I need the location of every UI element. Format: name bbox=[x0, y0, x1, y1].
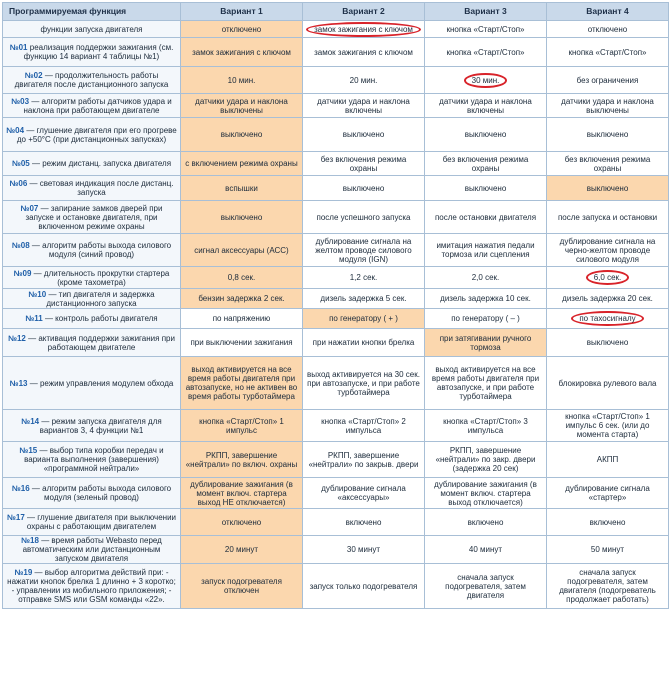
variant-2-cell bbox=[303, 21, 425, 38]
function-number: №07 bbox=[20, 203, 39, 213]
function-number: №08 bbox=[11, 241, 30, 250]
variant-value: блокировка рулевого вала bbox=[558, 378, 657, 388]
table-row bbox=[3, 38, 669, 67]
variant-value: кнопка «Старт/Стоп» bbox=[446, 24, 525, 34]
variant-2-cell bbox=[303, 118, 425, 152]
function-number: №15 bbox=[19, 446, 38, 455]
variant-1-cell bbox=[181, 289, 303, 309]
table-row bbox=[3, 267, 669, 289]
variant-1-cell bbox=[181, 152, 303, 176]
variant-value: дизель задержка 20 сек. bbox=[562, 294, 653, 303]
variant-value: выход активируется на 30 сек. при автозапуске, и при работе турботаймера bbox=[307, 369, 420, 397]
variant-1-cell bbox=[181, 21, 303, 38]
variant-4-cell bbox=[547, 309, 669, 329]
variant-value: 2,0 сек. bbox=[471, 273, 500, 282]
variant-value: кнопка «Старт/Стоп» bbox=[568, 47, 647, 57]
variant-value: 30 мин. bbox=[464, 73, 508, 88]
variant-2-cell bbox=[303, 564, 425, 609]
variant-value: дизель задержка 10 сек. bbox=[440, 294, 531, 303]
variant-3-cell bbox=[425, 21, 547, 38]
function-cell bbox=[3, 21, 181, 38]
table-row bbox=[3, 94, 669, 118]
function-cell bbox=[3, 478, 181, 509]
variant-3-cell bbox=[425, 38, 547, 67]
function-cell bbox=[3, 564, 181, 609]
function-number: №18 bbox=[21, 536, 39, 545]
variant-value: датчики удара и наклона включены bbox=[439, 96, 532, 115]
function-description: — глушение двигателя при его прогреве до +50°С (при дистанционных запусках) bbox=[16, 125, 177, 144]
variant-4-cell bbox=[547, 564, 669, 609]
variant-4-cell bbox=[547, 509, 669, 536]
variant-1-cell bbox=[181, 357, 303, 410]
variant-value: 0,8 сек. bbox=[227, 273, 256, 282]
variant-4-cell bbox=[547, 289, 669, 309]
variant-value: кнопка «Старт/Стоп» 3 импульса bbox=[443, 416, 528, 435]
variant-3-cell bbox=[425, 410, 547, 442]
variant-1-cell bbox=[181, 67, 303, 94]
function-description: — время работы Webasto перед автоматическим или дистанционным запуском двигателя bbox=[22, 536, 162, 563]
variant-value: выключено bbox=[586, 183, 629, 193]
variant-value: выключено bbox=[586, 338, 629, 347]
table-row bbox=[3, 234, 669, 267]
variant-value: дизель задержка 5 сек. bbox=[320, 294, 407, 303]
variant-value: включено bbox=[589, 517, 626, 527]
variant-value: дублирование зажигания (в момент включ. стартера выход НЕ отключается) bbox=[190, 479, 293, 507]
variant-3-cell bbox=[425, 201, 547, 234]
function-cell bbox=[3, 357, 181, 410]
variant-4-cell bbox=[547, 176, 669, 201]
programming-table bbox=[2, 2, 669, 609]
function-cell bbox=[3, 201, 181, 234]
variant-2-cell bbox=[303, 38, 425, 67]
variant-2-cell bbox=[303, 536, 425, 564]
variant-value: по генератору ( – ) bbox=[451, 314, 520, 323]
variant-value: РКПП, завершение «нейтрали» по закр. двери (задержка 20 сек) bbox=[435, 446, 536, 473]
variant-2-cell bbox=[303, 442, 425, 478]
function-description: — контроль работы двигателя bbox=[44, 314, 158, 323]
table-row bbox=[3, 410, 669, 442]
variant-1-cell bbox=[181, 94, 303, 118]
function-description: — алгоритм работы выхода силового модуля (синий провод) bbox=[31, 241, 172, 259]
variant-value: по генератору ( + ) bbox=[329, 314, 398, 323]
variant-1-cell bbox=[181, 509, 303, 536]
variant-4-cell bbox=[547, 357, 669, 410]
variant-value: кнопка «Старт/Стоп» 1 импульс bbox=[199, 416, 284, 435]
variant-4-cell bbox=[547, 201, 669, 234]
table-row bbox=[3, 118, 669, 152]
variant-value: датчики удара и наклона включены bbox=[317, 96, 410, 115]
table-row bbox=[3, 289, 669, 309]
function-description: — алгоритм работы датчиков удара и наклона при работающем двигателе bbox=[23, 96, 172, 115]
variant-value: дублирование сигнала на желтом проводе силового модуля (IGN) bbox=[315, 236, 412, 264]
variant-value: с включением режима охраны bbox=[185, 159, 298, 168]
table-row bbox=[3, 309, 669, 329]
variant-3-cell bbox=[425, 234, 547, 267]
variant-value: включено bbox=[345, 517, 382, 527]
variant-2-cell bbox=[303, 201, 425, 234]
table-row bbox=[3, 442, 669, 478]
variant-value: выключено bbox=[586, 130, 629, 139]
variant-3-cell bbox=[425, 67, 547, 94]
variant-1-cell bbox=[181, 267, 303, 289]
variant-4-cell bbox=[547, 94, 669, 118]
variant-1-cell bbox=[181, 329, 303, 357]
variant-4-cell bbox=[547, 329, 669, 357]
function-number: №01 bbox=[9, 43, 28, 52]
variant-2-cell bbox=[303, 410, 425, 442]
table-row bbox=[3, 357, 669, 410]
variant-value: кнопка «Старт/Стоп» 1 импульс 6 сек. (или до момента старта) bbox=[565, 412, 650, 439]
variant-3-cell bbox=[425, 442, 547, 478]
variant-value: отключено bbox=[221, 24, 262, 34]
function-number: №03 bbox=[11, 96, 30, 106]
variant-4-cell bbox=[547, 478, 669, 509]
function-description: — режим управления модулем обхода bbox=[29, 378, 174, 388]
variant-1-cell bbox=[181, 410, 303, 442]
function-cell bbox=[3, 152, 181, 176]
variant-2-cell bbox=[303, 329, 425, 357]
header-variant-4: Вариант 4 bbox=[547, 3, 669, 21]
variant-3-cell bbox=[425, 564, 547, 609]
function-number: №12 bbox=[8, 333, 26, 343]
function-number: №14 bbox=[21, 416, 40, 426]
variant-value: без включения режима охраны bbox=[564, 154, 651, 173]
variant-value: дублирование зажигания (в момент включ. стартера выход отключается) bbox=[434, 479, 537, 507]
function-description: — активация поддержки зажигания при работающем двигателе bbox=[28, 333, 175, 352]
table-row bbox=[3, 536, 669, 564]
variant-value: выключено bbox=[464, 130, 507, 139]
variant-value: выход активируется на все время работы двигателя при автозапуске, и при работе турботаймера bbox=[431, 365, 540, 401]
header-row bbox=[3, 3, 669, 21]
variant-value: замок зажигания с ключом bbox=[192, 47, 291, 57]
variant-2-cell bbox=[303, 267, 425, 289]
variant-3-cell bbox=[425, 478, 547, 509]
function-cell bbox=[3, 118, 181, 152]
variant-4-cell bbox=[547, 267, 669, 289]
function-description: — длительность прокрутки стартера (кроме тахометра) bbox=[33, 268, 170, 287]
variant-value: по напряжению bbox=[212, 314, 271, 323]
variant-1-cell bbox=[181, 176, 303, 201]
variant-value: выключено bbox=[220, 212, 263, 222]
variant-3-cell bbox=[425, 509, 547, 536]
variant-value: выход активируется на все время работы двигателя при автозапуске, но не активен во время работы турботаймера bbox=[185, 365, 298, 401]
variant-value: кнопка «Старт/Стоп» 2 импульса bbox=[321, 416, 406, 435]
variant-1-cell bbox=[181, 309, 303, 329]
header-variant-2: Вариант 2 bbox=[303, 3, 425, 21]
function-cell bbox=[3, 176, 181, 201]
variant-value: выключено bbox=[342, 130, 385, 139]
function-description: — запирание замков дверей при запуске и остановке двигателя, при включенном режиме охраны bbox=[25, 203, 163, 231]
function-description: — световая индикация после дистанц. запуска bbox=[29, 179, 174, 197]
variant-value: при нажатии кнопки брелка bbox=[312, 338, 415, 347]
header-variant-3: Вариант 3 bbox=[425, 3, 547, 21]
function-description: реализация поддержки зажигания (см. функцию 14 вариант 4 таблицы №1) bbox=[23, 43, 174, 61]
function-number: №05 bbox=[11, 159, 30, 168]
table-row bbox=[3, 478, 669, 509]
variant-value: датчики удара и наклона выключены bbox=[195, 96, 288, 115]
variant-4-cell bbox=[547, 234, 669, 267]
header-variant-1: Вариант 1 bbox=[181, 3, 303, 21]
variant-value: после успешного запуска bbox=[316, 212, 411, 222]
table-row bbox=[3, 564, 669, 609]
table-row bbox=[3, 67, 669, 94]
function-number: №02 bbox=[24, 71, 43, 80]
variant-1-cell bbox=[181, 234, 303, 267]
variant-2-cell bbox=[303, 67, 425, 94]
function-cell bbox=[3, 289, 181, 309]
variant-value: кнопка «Старт/Стоп» bbox=[446, 47, 525, 57]
function-number: №04 bbox=[6, 125, 25, 135]
variant-value: вспышки bbox=[225, 183, 258, 193]
variant-1-cell bbox=[181, 201, 303, 234]
variant-2-cell bbox=[303, 234, 425, 267]
variant-value: выключено bbox=[342, 183, 385, 193]
variant-value: дублирование сигнала «аксессуары» bbox=[321, 484, 406, 502]
variant-1-cell bbox=[181, 38, 303, 67]
function-description: — тип двигателя и задержка дистанционного запуска bbox=[46, 289, 155, 308]
function-cell bbox=[3, 309, 181, 329]
variant-2-cell bbox=[303, 357, 425, 410]
function-cell bbox=[3, 509, 181, 536]
variant-2-cell bbox=[303, 289, 425, 309]
variant-value: 6,0 сек. bbox=[586, 270, 630, 285]
variant-4-cell bbox=[547, 38, 669, 67]
variant-value: выключено bbox=[220, 130, 263, 139]
variant-value: без включения режима охраны bbox=[442, 154, 529, 173]
function-cell bbox=[3, 234, 181, 267]
function-number: №10 bbox=[28, 289, 47, 299]
function-description: — выбор типа коробки передач и варианта выполнения (завершения) «программной нейтрали» bbox=[24, 446, 164, 473]
variant-value: сигнал аксессуары (АСС) bbox=[194, 245, 289, 255]
variant-value: имитация нажатия педали тормоза или сцепления bbox=[436, 241, 535, 259]
function-number: №06 bbox=[9, 179, 28, 188]
variant-2-cell bbox=[303, 309, 425, 329]
function-number: №11 bbox=[25, 314, 43, 323]
variant-value: без ограничения bbox=[576, 75, 639, 85]
function-description: — режим запуска двигателя для вариантов 3, 4 функции №1 bbox=[39, 416, 162, 435]
variant-value: выключено bbox=[464, 183, 507, 193]
table-row bbox=[3, 201, 669, 234]
function-cell bbox=[3, 536, 181, 564]
function-description: — продолжительность работы двигателя после дистанционного запуска bbox=[14, 71, 169, 89]
variant-value: отключено bbox=[587, 24, 628, 34]
variant-4-cell bbox=[547, 67, 669, 94]
function-description: — алгоритм работы выхода силового модуля (зеленый провод) bbox=[31, 484, 172, 502]
variant-2-cell bbox=[303, 176, 425, 201]
variant-4-cell bbox=[547, 152, 669, 176]
table-row bbox=[3, 152, 669, 176]
variant-value: запуск подогревателя отключен bbox=[201, 577, 282, 595]
variant-3-cell bbox=[425, 309, 547, 329]
function-number: №09 bbox=[13, 268, 32, 278]
function-number: №17 bbox=[6, 513, 25, 522]
variant-4-cell bbox=[547, 21, 669, 38]
table-row bbox=[3, 21, 669, 38]
header-function: Программируемая функция bbox=[3, 3, 181, 21]
variant-value: 10 мин. bbox=[227, 75, 256, 85]
variant-value: замок зажигания с ключом bbox=[314, 47, 413, 57]
variant-value: дублирование сигнала «стартер» bbox=[565, 484, 650, 502]
function-cell bbox=[3, 38, 181, 67]
table-row bbox=[3, 509, 669, 536]
function-description: — выбор алгоритма действий при: - нажатии кнопок брелка 1 длинно + 3 коротко; - управлении из мобильного приложения; - отправке SMS или GSM команды «22». bbox=[7, 568, 176, 604]
variant-value: после запуска и остановки bbox=[557, 212, 658, 222]
variant-value: РКПП, завершение «нейтрали» по включ. охраны bbox=[185, 450, 298, 469]
variant-3-cell bbox=[425, 94, 547, 118]
variant-2-cell bbox=[303, 478, 425, 509]
variant-2-cell bbox=[303, 94, 425, 118]
variant-1-cell bbox=[181, 442, 303, 478]
function-cell bbox=[3, 329, 181, 357]
variant-value: РКПП, завершение «нейтрали» по закрыв. двери bbox=[308, 450, 419, 469]
variant-value: сначала запуск подогревателя, затем двигателя bbox=[445, 572, 526, 600]
table-row bbox=[3, 329, 669, 357]
variant-value: сначала запуск подогревателя, затем двигателя (подогреватель продолжает работать) bbox=[559, 568, 656, 604]
function-number: №13 bbox=[9, 378, 28, 388]
variant-value: запуск только подогревателя bbox=[309, 581, 418, 591]
variant-value: датчики удара и наклона выключены bbox=[561, 96, 654, 115]
variant-1-cell bbox=[181, 564, 303, 609]
variant-3-cell bbox=[425, 118, 547, 152]
variant-3-cell bbox=[425, 289, 547, 309]
variant-value: отключено bbox=[221, 517, 262, 527]
variant-2-cell bbox=[303, 509, 425, 536]
variant-value: при затягивании ручного тормоза bbox=[439, 333, 532, 352]
variant-3-cell bbox=[425, 176, 547, 201]
variant-4-cell bbox=[547, 536, 669, 564]
variant-value: бензин задержка 2 сек. bbox=[198, 294, 285, 303]
variant-value: при выключении зажигания bbox=[190, 338, 293, 347]
variant-4-cell bbox=[547, 410, 669, 442]
function-description: — глушение двигателя при выключении охраны с работающим двигателем bbox=[26, 513, 177, 531]
function-number: №16 bbox=[11, 484, 30, 493]
variant-value: по тахосигналу bbox=[571, 311, 643, 326]
variant-value: АКПП bbox=[596, 455, 619, 464]
variant-3-cell bbox=[425, 152, 547, 176]
variant-3-cell bbox=[425, 329, 547, 357]
variant-2-cell bbox=[303, 152, 425, 176]
variant-1-cell bbox=[181, 536, 303, 564]
variant-value: 40 минут bbox=[468, 545, 503, 554]
variant-3-cell bbox=[425, 267, 547, 289]
function-cell bbox=[3, 442, 181, 478]
variant-value: 30 минут bbox=[346, 545, 381, 554]
variant-value: 20 минут bbox=[224, 545, 259, 554]
variant-value: дублирование сигнала на черно-желтом проводе силового модуля bbox=[559, 236, 656, 264]
variant-value: 1,2 сек. bbox=[349, 273, 378, 282]
variant-value: 50 минут bbox=[590, 545, 625, 554]
variant-4-cell bbox=[547, 118, 669, 152]
variant-value: после остановки двигателя bbox=[434, 212, 537, 222]
variant-1-cell bbox=[181, 118, 303, 152]
variant-value: без включения режима охраны bbox=[320, 154, 407, 173]
function-cell bbox=[3, 267, 181, 289]
variant-1-cell bbox=[181, 478, 303, 509]
function-description: — режим дистанц. запуска двигателя bbox=[32, 159, 172, 168]
table-row bbox=[3, 176, 669, 201]
function-cell bbox=[3, 67, 181, 94]
variant-value: 20 мин. bbox=[349, 75, 378, 85]
variant-4-cell bbox=[547, 442, 669, 478]
function-description: функции запуска двигателя bbox=[40, 24, 143, 34]
variant-3-cell bbox=[425, 536, 547, 564]
variant-value: замок зажигания с ключом bbox=[306, 22, 421, 37]
variant-value: включено bbox=[467, 517, 504, 527]
function-number: №19 bbox=[14, 568, 33, 577]
function-cell bbox=[3, 94, 181, 118]
function-cell bbox=[3, 410, 181, 442]
variant-3-cell bbox=[425, 357, 547, 410]
